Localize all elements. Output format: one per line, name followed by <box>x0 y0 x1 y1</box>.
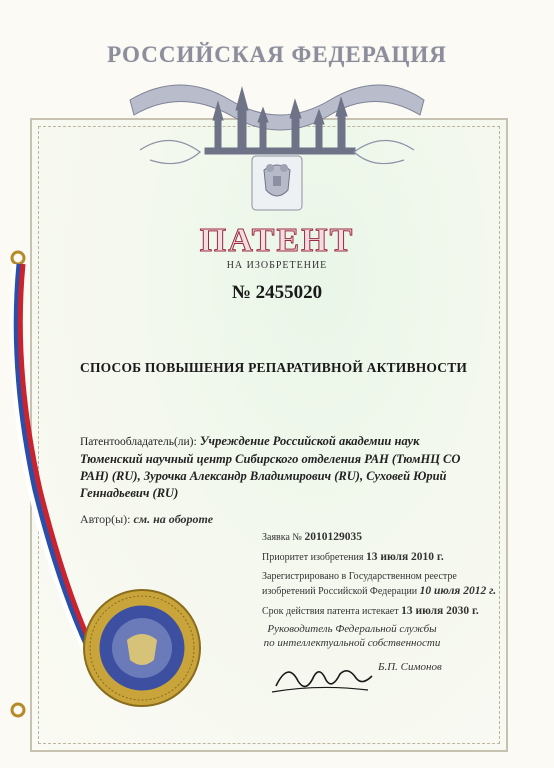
patent-heading: ПАТЕНТ <box>199 222 355 259</box>
validity-date: 13 июля 2030 г. <box>401 605 479 617</box>
validity-label: Срок действия патента истекает <box>262 606 399 617</box>
patent-number: № 2455020 <box>231 282 323 303</box>
registration-details <box>262 530 502 624</box>
priority-date: 13 июля 2010 г. <box>365 551 444 563</box>
signatory-name: Б.П. Симонов <box>378 661 442 673</box>
handwritten-signature <box>268 656 378 701</box>
country-title: РОССИЙСКАЯ ФЕДЕРАЦИЯ <box>107 42 447 67</box>
author-label: Автор(ы): <box>80 512 131 526</box>
coat-of-arms-icon <box>244 150 310 216</box>
priority-label: Приоритет изобретения <box>262 552 364 563</box>
patent-subtitle: НА ИЗОБРЕТЕНИЕ <box>226 260 328 271</box>
application-label: Заявка № <box>262 532 302 543</box>
author-value: см. на обороте <box>133 512 214 526</box>
invention-title: СПОСОБ ПОВЫШЕНИЯ РЕПАРАТИВНОЙ АКТИВНОСТИ <box>80 360 468 375</box>
official-seal <box>82 588 202 708</box>
registered-label: Зарегистрировано в Государственном реестре изобретений Российской Федерации <box>262 571 457 597</box>
signatory-title: Руководитель Федеральной службы по интеллектуальной собственности <box>263 623 441 649</box>
application-number: 2010129035 <box>304 531 362 543</box>
patent-owner <box>80 433 480 502</box>
registered-date: 10 июля 2012 г. <box>419 585 497 597</box>
owner-value: Учреждение Российской академии наук Тюменский научный центр Сибирского отделения РАН (ТюмНЦ СО РАН) (RU), Зурочка Александр Владимирович (RU), Суховей Юрий Геннадьевич (RU) <box>80 434 461 500</box>
owner-label: Патентообладатель(ли): <box>80 436 197 448</box>
